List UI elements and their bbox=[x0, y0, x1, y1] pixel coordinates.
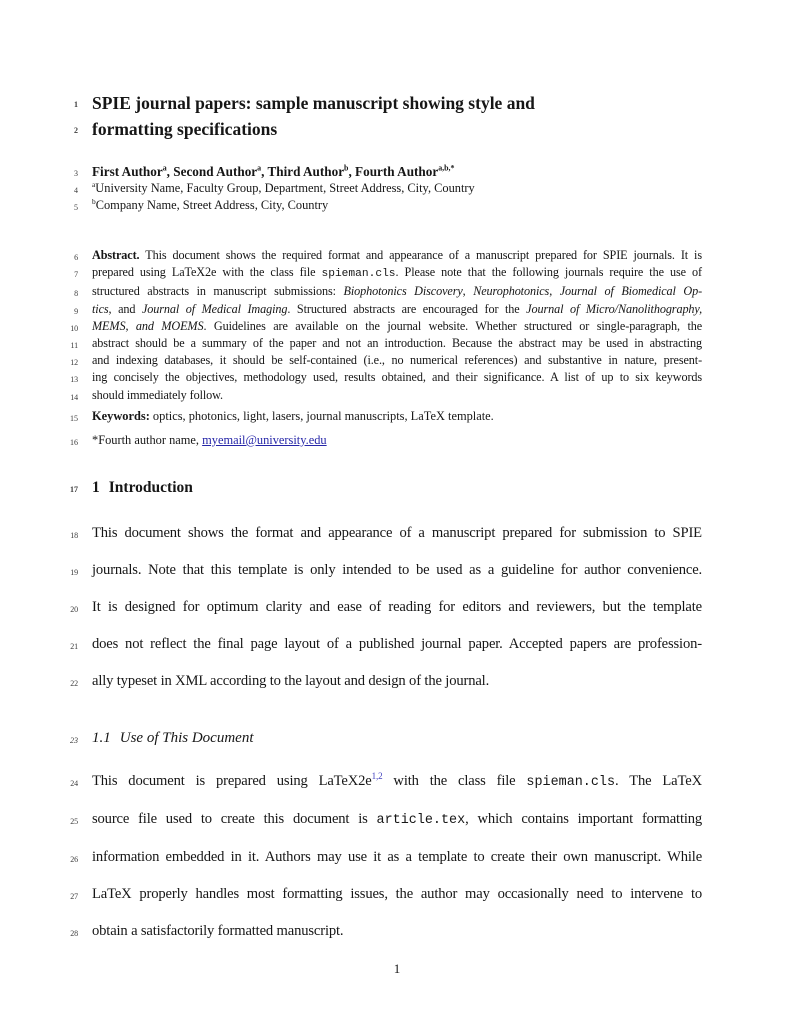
text-segment: and indexing databases, it should be self-contained (i.e., no numerical references) and substantive in nature, present- bbox=[92, 353, 703, 368]
superscript-marker: a bbox=[257, 163, 262, 173]
section-heading-line bbox=[70, 477, 702, 499]
line-number: 12 bbox=[70, 358, 78, 368]
text-segment: 1 bbox=[92, 478, 100, 496]
line-number: 9 bbox=[74, 306, 78, 316]
line-number: 16 bbox=[70, 437, 78, 447]
line-number: 11 bbox=[70, 341, 78, 351]
text-segment: University Name, Faculty Group, Department, Street Address, City, Country bbox=[95, 181, 475, 195]
line-text bbox=[92, 369, 702, 386]
text-segment: should immediately follow. bbox=[92, 387, 223, 402]
line-number: 20 bbox=[70, 604, 78, 614]
line-text bbox=[92, 387, 223, 404]
line-number: 6 bbox=[74, 253, 78, 262]
line-number: 26 bbox=[70, 854, 78, 864]
text-segment: prepared using LaTeX2e with the class file bbox=[92, 265, 322, 280]
line-number: 24 bbox=[70, 778, 78, 788]
text-segment: abstract should be a summary of the paper and not an introduction. Because the abstract may be used in abstracting bbox=[92, 336, 702, 351]
text-segment: It is designed for optimum clarity and ease of reading for editors and reviewers, but the template bbox=[92, 598, 702, 615]
paragraph-line bbox=[70, 763, 702, 801]
line-number: 19 bbox=[70, 567, 78, 577]
text-segment: Abstract. bbox=[92, 248, 140, 262]
text-segment: ally typeset in XML according to the layout and design of the journal. bbox=[92, 672, 490, 689]
text-segment: First Author bbox=[92, 164, 163, 179]
text-segment: does not reflect the final page layout of a published journal paper. Accepted papers are profession- bbox=[92, 635, 702, 652]
line-text bbox=[92, 876, 702, 913]
code-text: spieman.cls bbox=[321, 268, 396, 281]
title-line bbox=[74, 90, 702, 116]
paragraph-line bbox=[70, 626, 702, 663]
line-text bbox=[92, 839, 702, 876]
line-text bbox=[92, 335, 702, 352]
paragraph-line bbox=[70, 515, 702, 552]
superscript-marker: b bbox=[92, 196, 96, 206]
text-segment: This document shows the required format and appearance of a manuscript prepared for SPIE journals. It is bbox=[139, 248, 702, 262]
text-segment: . Structured abstracts are encouraged for the bbox=[287, 301, 527, 316]
abstract-line bbox=[70, 352, 703, 369]
text-segment: , Third Author bbox=[261, 164, 345, 179]
text-segment: journals. Note that this template is only intended to be used as a guideline for author convenience. bbox=[92, 561, 703, 578]
paragraph-line bbox=[70, 589, 702, 626]
text-segment: *Fourth author name, bbox=[92, 432, 203, 447]
line-text bbox=[92, 626, 702, 663]
code-text: article.tex bbox=[376, 812, 466, 828]
line-text bbox=[92, 552, 702, 589]
line-text bbox=[92, 318, 702, 335]
line-text bbox=[92, 663, 489, 700]
line-number: 14 bbox=[70, 392, 78, 402]
title-line bbox=[74, 116, 702, 142]
superscript-marker: a bbox=[162, 163, 167, 173]
keywords-line bbox=[70, 408, 702, 425]
line-text bbox=[92, 432, 327, 449]
subsection-1-1-heading bbox=[70, 728, 702, 749]
text-segment: structured abstracts in manuscript submissions: bbox=[92, 284, 344, 299]
text-segment: , Second Author bbox=[166, 164, 258, 179]
line-text bbox=[92, 180, 475, 197]
line-text bbox=[92, 352, 702, 369]
text-segment: This document is prepared using LaTeX2e bbox=[92, 772, 372, 789]
paragraph-line bbox=[70, 801, 703, 839]
text-segment: Use of This Document bbox=[119, 729, 254, 746]
text-segment: optics, photonics, light, lasers, journal manuscripts, LaTeX template. bbox=[149, 408, 494, 423]
correspondence bbox=[70, 432, 702, 449]
line-number: 25 bbox=[70, 816, 78, 826]
line-text bbox=[92, 90, 535, 116]
line-text bbox=[92, 477, 193, 499]
text-segment: SPIE journal papers: sample manuscript showing style and bbox=[92, 93, 535, 113]
text-segment: MEMS, and MOEMS bbox=[92, 318, 204, 333]
keywords bbox=[70, 408, 702, 425]
abstract-line bbox=[74, 301, 703, 318]
line-number: 10 bbox=[70, 323, 78, 333]
text-segment: . Please note that the following journals require the use of bbox=[395, 265, 702, 280]
page-number: 1 bbox=[393, 960, 401, 976]
text-segment: tics bbox=[92, 301, 109, 316]
paper-title bbox=[74, 90, 702, 142]
paragraph-line bbox=[70, 552, 703, 589]
line-number: 18 bbox=[70, 530, 78, 540]
line-text bbox=[92, 283, 702, 300]
code-text: spieman.cls bbox=[526, 774, 616, 790]
text-segment: Introduction bbox=[108, 478, 193, 496]
line-number: 3 bbox=[74, 169, 78, 178]
text-segment: Journal of Micro/Nanolithography, bbox=[526, 301, 703, 316]
text-segment: This document shows the format and appearance of a manuscript prepared for submission to SPIE bbox=[92, 524, 702, 541]
abstract-line bbox=[70, 369, 703, 386]
line-number: 21 bbox=[70, 641, 78, 651]
text-segment: formatting specifications bbox=[92, 119, 278, 139]
paragraph-line bbox=[70, 913, 702, 950]
abstract-line bbox=[74, 264, 702, 283]
line-number: 22 bbox=[70, 678, 78, 688]
line-text bbox=[92, 763, 702, 801]
text-segment: 1.1 bbox=[92, 729, 111, 746]
text-segment: with the class file bbox=[382, 772, 527, 789]
abstract-line bbox=[70, 335, 702, 352]
text-segment: ing concisely the objectives, methodology used, results obtained, and their significance. A list of up to six keywords bbox=[92, 370, 703, 385]
author-byline bbox=[74, 163, 702, 214]
line-number: 7 bbox=[74, 270, 78, 280]
line-text bbox=[92, 589, 702, 626]
line-number: 1 bbox=[74, 100, 78, 109]
superscript-marker: b bbox=[344, 163, 349, 173]
text-segment: Company Name, Street Address, City, Country bbox=[95, 198, 329, 212]
line-number: 4 bbox=[74, 186, 78, 195]
text-segment: Biophotonics Discovery bbox=[343, 284, 463, 299]
text-segment: Keywords: bbox=[92, 408, 150, 423]
text-segment: . Guidelines are available on the journal website. Whether structured or single-paragraph, the bbox=[203, 318, 703, 333]
text-segment: , Fourth Author bbox=[348, 164, 439, 179]
text-segment: LaTeX properly handles most formatting issues, the author may occasionally need to intervene to bbox=[92, 885, 703, 902]
paragraph-line bbox=[70, 839, 703, 876]
line-text bbox=[92, 728, 254, 749]
line-text bbox=[92, 408, 494, 425]
line-text bbox=[92, 913, 343, 950]
line-number: 15 bbox=[70, 413, 78, 423]
abstract-line bbox=[70, 318, 703, 335]
line-text bbox=[92, 116, 277, 142]
email-link[interactable]: myemail@university.edu bbox=[202, 432, 327, 447]
superscript-marker: a,b,* bbox=[438, 163, 455, 173]
line-text bbox=[92, 197, 328, 214]
line-text bbox=[92, 301, 702, 318]
line-number: 27 bbox=[70, 891, 78, 901]
line-number: 17 bbox=[70, 484, 78, 494]
correspondence-line bbox=[70, 432, 702, 449]
text-segment: source file used to create this document is bbox=[92, 810, 377, 827]
line-number: 5 bbox=[74, 203, 78, 212]
abstract-line bbox=[74, 283, 703, 300]
text-segment: Neurophotonics bbox=[473, 284, 550, 299]
line-text bbox=[92, 801, 702, 839]
byline-line bbox=[74, 196, 702, 214]
line-number: 8 bbox=[74, 289, 78, 299]
superscript-marker: a bbox=[92, 179, 96, 189]
citation-superscript: 1,2 bbox=[371, 770, 383, 781]
text-segment: Journal of Medical Imaging bbox=[141, 301, 288, 316]
paragraph-line bbox=[70, 663, 702, 700]
text-segment: information embedded in it. Authors may use it as a template to create their own manuscript. While bbox=[92, 848, 703, 865]
line-text bbox=[92, 163, 454, 180]
line-text bbox=[92, 515, 702, 552]
introduction-paragraph bbox=[70, 515, 703, 700]
text-segment: obtain a satisfactorily formatted manuscript. bbox=[92, 922, 344, 939]
abstract bbox=[70, 247, 703, 404]
abstract-line bbox=[70, 387, 702, 404]
text-segment: , which contains important formatting bbox=[465, 810, 703, 827]
text-segment: . The LaTeX bbox=[615, 772, 702, 789]
text-segment: , bbox=[549, 284, 560, 299]
byline-line bbox=[74, 163, 702, 180]
text-column bbox=[70, 0, 703, 977]
line-number: 2 bbox=[74, 126, 78, 135]
byline-line bbox=[74, 179, 702, 197]
line-number: 23 bbox=[70, 735, 78, 745]
paragraph-line bbox=[70, 876, 703, 913]
line-text bbox=[92, 264, 702, 283]
line-number: 13 bbox=[70, 375, 78, 385]
subsection-heading-line bbox=[70, 728, 702, 749]
line-text bbox=[92, 247, 702, 264]
text-segment: , bbox=[462, 284, 474, 299]
text-segment: Journal of Biomedical Op- bbox=[559, 284, 703, 299]
section-1-heading bbox=[70, 477, 702, 499]
line-number: 28 bbox=[70, 928, 78, 938]
abstract-line bbox=[74, 247, 702, 264]
text-segment: , and bbox=[108, 301, 142, 316]
use-of-document-paragraph bbox=[70, 763, 703, 950]
